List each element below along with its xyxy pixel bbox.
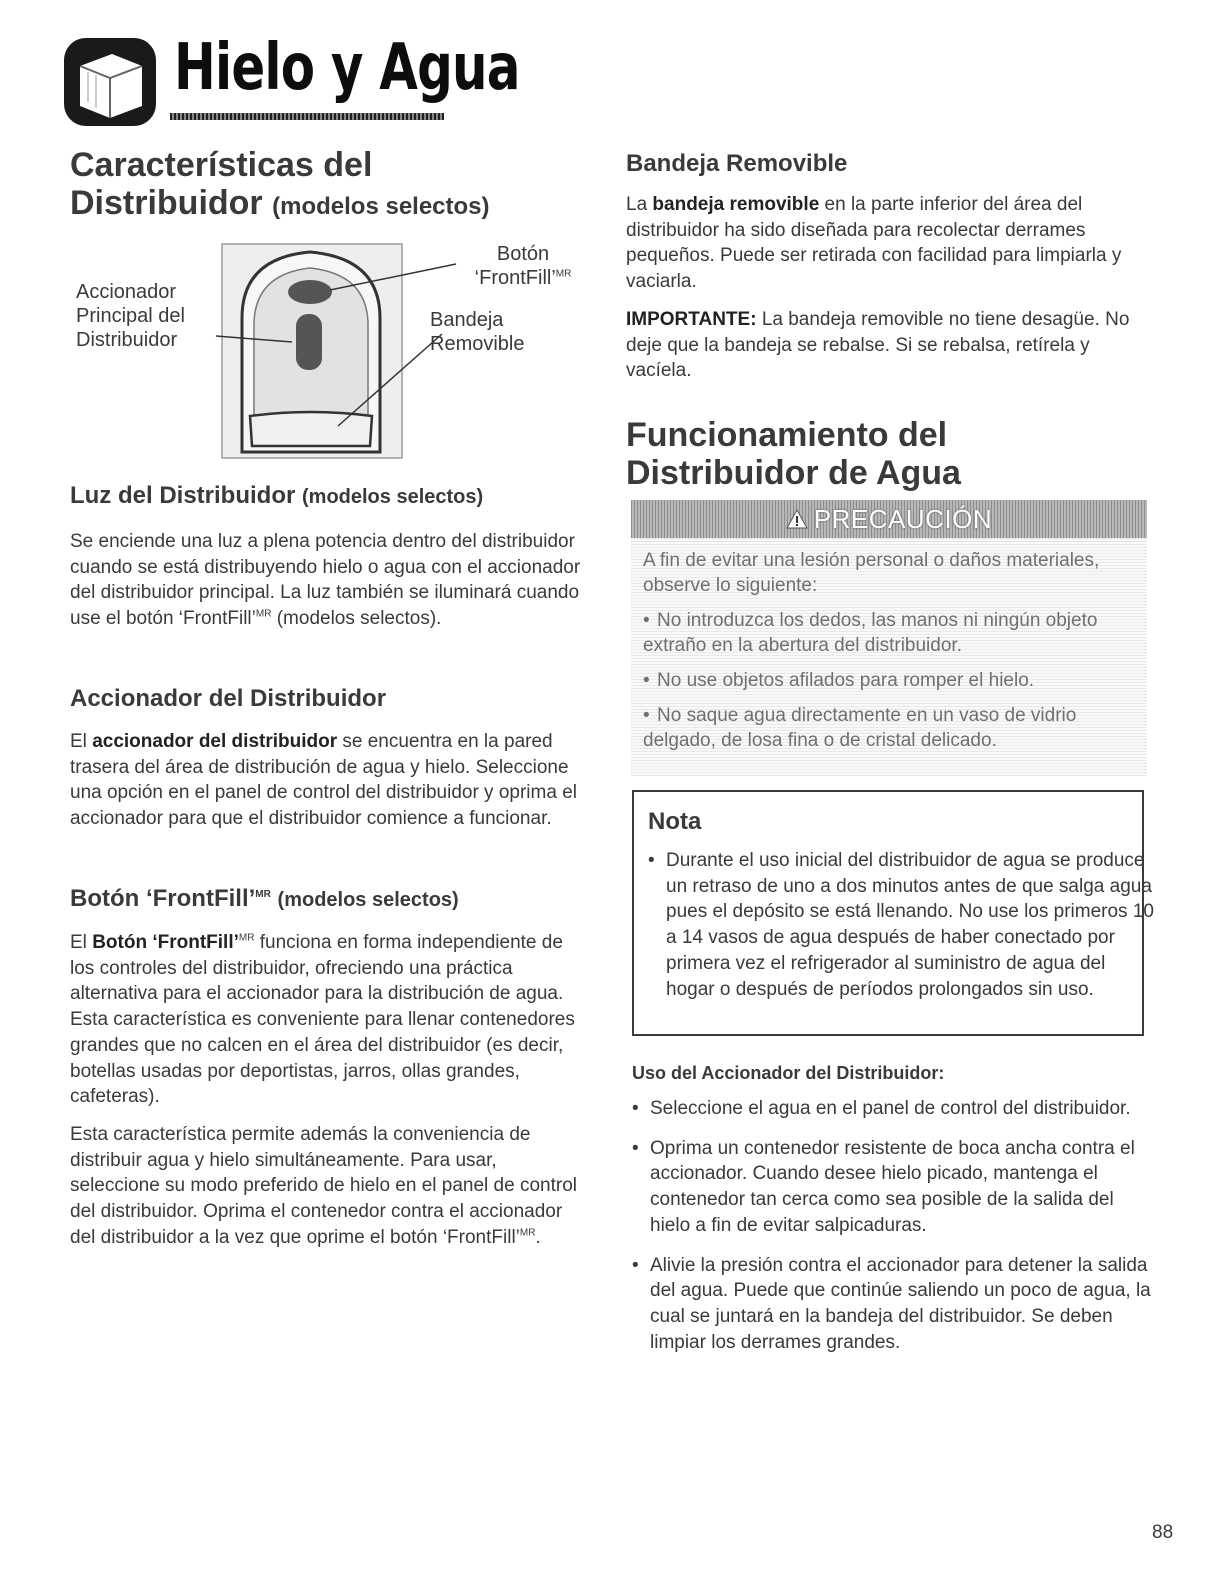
caution-box: [631, 500, 1147, 776]
list-item: • No use objetos afilados para romper el hielo.: [643, 670, 1035, 691]
paragraph: Esta característica permite además la conveniencia de distribuir agua y hielo simultáneamente. Para usar, seleccione su modo preferido de hielo en el panel de control del distribuidor. Oprima el contenedor contra el accionador del distribuidor a la vez que oprime el botón ‘FrontFill’$^{MR}$.: [70, 1123, 577, 1248]
dispenser-diagram: [70, 238, 590, 460]
note-text: • Durante el uso inicial del distribuidor de agua se produce un retraso de uno a dos minutos antes de que salga agua pues el depósito se está llenando. No use los primeros 10 a 14 vasos de agua después de haber conectado por primera vez el refrigerador al suministro de agua del hogar o después de períodos prolongados sin uso.: [648, 850, 1154, 1000]
page-title: Hielo y Agua: [174, 31, 520, 105]
section-boton-frontfill: [70, 885, 590, 1250]
note-box: [632, 790, 1154, 1036]
label-bandeja: Bandeja Removible: [430, 309, 525, 355]
caution-intro: A fin de evitar una lesión personal o daños materiales, observe lo siguiente:: [643, 550, 1100, 596]
caution-body: [643, 548, 1139, 763]
section-title: Características del Distribuidor (modelos selectos): [70, 146, 490, 222]
ice-cube-icon: [62, 36, 158, 128]
list-item: • Oprima un contenedor resistente de boca ancha contra el accionador. Cuando desee hielo picado, mantenga el contenedor tan cerca como sea posible de la salida del hielo a fin de evitar salpicaduras.: [632, 1137, 1135, 1236]
list-item: • Seleccione el agua en el panel de control del distribuidor.: [632, 1098, 1131, 1119]
section-funcionamiento: [626, 416, 1156, 492]
warning-icon: [786, 509, 808, 529]
paragraph: El Botón ‘FrontFill’$^{MR}$ funciona en forma independiente de los controles del distribuidor, ofreciendo una práctica alternativa para el accionador para la distribución de agua. Esta característica es conveniente para llenar contenedores grandes que no calcen en el área del distribuidor (es decir, botellas usadas por deportistas, jarros, ollas grandes, cafeteras).: [70, 932, 575, 1108]
paragraph: IMPORTANTE: La bandeja removible no tiene desagüe. No deje que la bandeja se rebalse. Si se rebalsa, retírela y vacíela.: [626, 308, 1130, 382]
label-accionador: Accionador Principal del Distribuidor: [76, 281, 185, 351]
section-title: Uso del Accionador del Distribuidor:: [632, 1063, 945, 1083]
paragraph: La bandeja removible en la parte inferior del área del distribuidor ha sido diseñada para recolectar derrames pequeños. Puede ser retirada con facilidad para limpiarla y vaciarla.: [626, 194, 1122, 293]
paragraph: Se enciende una luz a plena potencia dentro del distribuidor cuando se está distribuyendo hielo o agua con el accionador del distribuidor principal. La luz también se iluminará cuando use el botón ‘FrontFill’$^{MR}$ (modelos selectos).: [70, 531, 581, 630]
paragraph: El accionador del distribuidor se encuentra en la pared trasera del área de distribución de agua y hielo. Seleccione una opción en el panel de control del distribuidor y oprima el accionador para que el distribuidor comience a funcionar.: [70, 731, 577, 830]
caution-header: [631, 500, 1147, 538]
section-bandeja: [626, 150, 1156, 384]
section-title: Accionador del Distribuidor: [70, 685, 387, 712]
page-number: 88: [1152, 1522, 1174, 1543]
section-luz: [70, 482, 590, 632]
list-item: • No saque agua directamente en un vaso de vidrio delgado, de losa fina o de cristal delicado.: [643, 705, 1077, 751]
title-underline: [170, 113, 444, 120]
section-title: Bandeja Removible: [626, 150, 848, 177]
label-boton-frontfill: Botón ‘FrontFill’$^{MR}$: [474, 243, 572, 289]
caution-title: PRECAUCIÓN: [813, 503, 993, 534]
list-item: • No introduzca los dedos, las manos ni ningún objeto extraño en la abertura del distribuidor.: [643, 610, 1098, 656]
section-title: Botón ‘FrontFill’$^{MR}$ (modelos selectos): [70, 885, 459, 912]
section-caracteristicas: [70, 146, 590, 226]
section-title: Luz del Distribuidor (modelos selectos): [70, 482, 484, 509]
title-note: (modelos selectos): [272, 193, 490, 220]
list-item: • Alivie la presión contra el accionador para detener la salida del agua. Puede que continúe saliendo un poco de agua, la cual se juntará en la bandeja del distribuidor. Se deben limpiar los derrames grandes.: [632, 1254, 1151, 1353]
note-title: Nota: [648, 808, 702, 835]
section-uso: [632, 1063, 1152, 1369]
section-accionador: [70, 685, 590, 832]
section-title: Funcionamiento del Distribuidor de Agua: [626, 416, 961, 492]
